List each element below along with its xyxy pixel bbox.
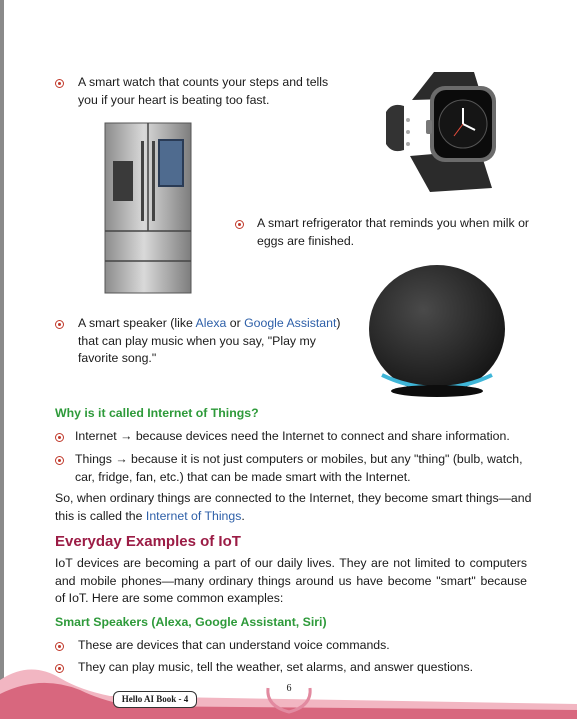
example-speaker-text [78, 315, 342, 368]
summary-text: So, when ordinary things are connected to the Internet, they become smart things—and this is called the [55, 491, 532, 523]
why-summary [55, 490, 535, 525]
speaker-text-mid: or [226, 316, 245, 330]
why-heading: Why is it called Internet of Things? [55, 406, 259, 420]
bullet-icon [55, 456, 64, 465]
page-edge [0, 0, 4, 719]
example-watch-text: A smart watch that counts your steps and tells you if your heart is beating too fast. [78, 75, 329, 107]
everyday-heading: Everyday Examples of IoT [55, 533, 241, 550]
smart-watch-image [382, 70, 500, 194]
book-label: Hello AI Book - 4 [113, 691, 197, 708]
bullet-icon [55, 320, 64, 329]
refrigerator-image [103, 121, 193, 295]
bullet-icon [55, 642, 64, 651]
google-assistant-link[interactable]: Google Assistant [244, 316, 337, 330]
speaker-bullet-voice: These are devices that can understand voice commands. [78, 638, 390, 652]
speaker-text-post: ) that can play music when you say, "Play my favorite song." [78, 316, 341, 365]
bullet-icon [235, 220, 244, 229]
speaker-text-pre: A smart speaker (like [78, 316, 196, 330]
smart-speaker-image [366, 263, 508, 403]
why-bullet-things: Things → because it is not just computers or mobiles, but any "thing" (bulb, watch, car, fridge, fan, etc.) that can be made smart with the Internet. [75, 452, 523, 484]
bullet-icon [55, 79, 64, 88]
page-number: 6 [286, 683, 292, 694]
everyday-intro: IoT devices are becoming a part of our daily lives. They are not limited to computers and mobile phones—many ordinary things around us have become "smart" because of IoT. Here are some common examples: [55, 556, 527, 605]
example-refrigerator-text: A smart refrigerator that reminds you when milk or eggs are finished. [257, 216, 529, 248]
why-bullet-internet: Internet → because devices need the Internet to connect and share information. [75, 429, 510, 443]
speaker-bullet-music: They can play music, tell the weather, set alarms, and answer questions. [78, 660, 474, 674]
smart-speakers-heading: Smart Speakers (Alexa, Google Assistant, Siri) [55, 615, 327, 629]
bullet-icon [55, 433, 64, 442]
iot-link[interactable]: Internet of Things [145, 508, 242, 523]
summary-end: . [241, 508, 245, 523]
alexa-link[interactable]: Alexa [195, 316, 227, 330]
